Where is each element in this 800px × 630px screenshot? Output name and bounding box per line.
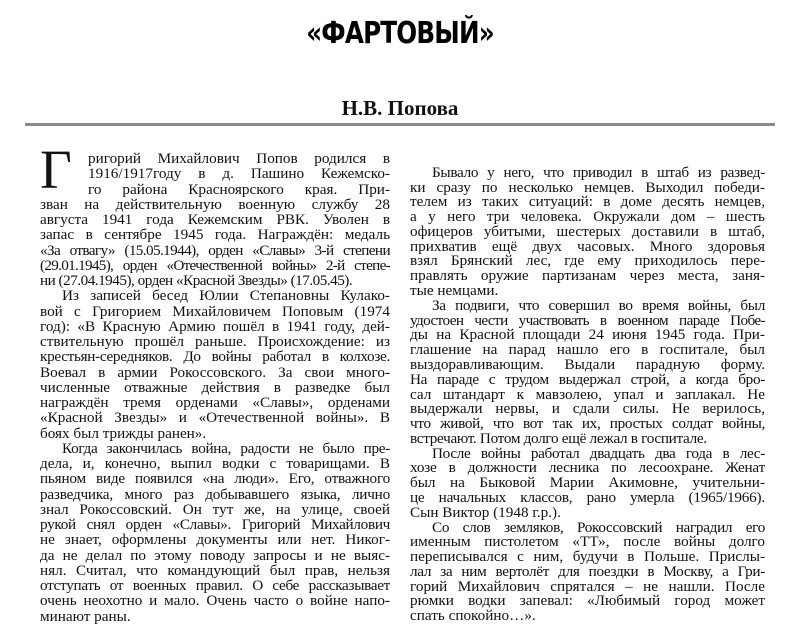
text-line: офицеров убитыми, шестерых доставили в штаб,	[410, 224, 765, 240]
text-line: встречают. Потом долго ещё лежал в госпитале.	[410, 431, 707, 447]
text-line: «Красной Звезды» и «Отечественной войны». В	[40, 410, 390, 426]
text-line	[410, 151, 765, 166]
text-line: знал Рокоссовский. Он тут же, на улице, своей	[40, 501, 390, 517]
text-line: был на Быковой Марии Акимовне, учительни-	[410, 476, 765, 491]
text-line: награждён тремя орденами «Славы», орденами	[40, 395, 390, 411]
text-line: Из записей бесед Юлии Степановны Кулако-	[62, 288, 390, 304]
text-line: зван на действительную военную службу 28	[40, 196, 390, 212]
text-line: рукой снял орден «Славы». Григорий Михайлович	[40, 517, 390, 533]
text-line: рюмки водки запевал: «Любимый город может	[410, 594, 765, 610]
text-line: глашение на парад нашло его в госпитале, был	[410, 343, 765, 358]
text-line: ки сразу по несколько немцев. Выходил победи-	[410, 180, 765, 196]
text-line: Когда закончилась война, радости не было пре-	[62, 440, 390, 456]
text-line: правлять оружие партизанам через места, заня-	[410, 269, 765, 285]
text-line: тые немцами.	[410, 284, 499, 299]
text-line: пьяном виде появился «на люди». Его, отважного	[40, 471, 390, 487]
text-line: отступать от военных правил. О себе рассказывает	[40, 578, 390, 594]
text-line: именным пистолетом «ТТ», после войны долго	[410, 535, 765, 551]
text-line: ды на Красной площади 24 июня 1945 года. При-	[410, 328, 765, 344]
text-line: нял. Считал, что командующий был прав, нельзя	[40, 562, 390, 578]
text-line: а у него три человека. Окружали дом – шесть	[410, 210, 765, 225]
text-line: августа 1941 года Кежемским РВК. Уволен в	[40, 212, 390, 228]
article-author: Н.В. Попова	[341, 96, 459, 120]
text-line: прихватив ещё двух часовых. Много здоровья	[410, 239, 765, 255]
text-line: «За отвагу» (15.05.1944), орден «Славы» 3-й степени	[40, 242, 390, 258]
text-line: год): «В Красную Армию пошёл в 1941 году, дей-	[40, 318, 390, 334]
text-line: Воевал в армии Рокоссовского. За свои много-	[40, 364, 390, 380]
text-line: горий Михайлович спрятался – не нашли. После	[410, 579, 765, 595]
title-divider	[25, 123, 775, 126]
text-line: На параде с трудом выдержал строй, а когда бро-	[410, 372, 765, 388]
text-line: удостоен чести участвовать в военном параде Побе-	[410, 313, 765, 329]
text-line: вой с Григорием Михайловичем Поповым (1974	[40, 303, 390, 319]
text-line: взял Брянский лес, где ему приходилось пере-	[410, 254, 765, 270]
right-column	[410, 151, 765, 624]
text-line: разведчика, много раз добывавшего языка, лично	[40, 486, 390, 502]
text-line: не знает, оформлены документы или нет. Никог-	[40, 532, 390, 548]
text-line: что живой, что вот так их, простых солдат войны,	[410, 417, 765, 432]
text-line: минают раны.	[40, 608, 131, 624]
article-title: «ФАРТОВЫЙ»	[306, 16, 494, 51]
text-line: После войны работал двадцать два года в лес-	[432, 446, 765, 462]
text-line: це начальных классов, рано умерла (1965/1966).	[410, 490, 765, 506]
text-line: Сын Виктор (1948 г.р.).	[410, 505, 561, 521]
left-column	[40, 139, 390, 624]
text-line: выздоравливающим. Выдали парадную форму.	[410, 357, 765, 373]
text-line: ствительную прошёл раньше. Происхождение: из	[40, 334, 390, 350]
text-line: Со слов земляков, Рокоссовский наградил его	[432, 520, 765, 536]
text-line: запас в сентябре 1945 года. Награждён: медаль	[40, 227, 390, 243]
text-line: телем из таких ситуаций: в доме десять немцев,	[410, 195, 765, 211]
text-line: переписывался с ним, будучи в Польше. Прислы-	[410, 550, 765, 565]
text-line: численные отважные действия в разведке был	[40, 379, 390, 395]
drop-cap: Г	[40, 139, 72, 200]
text-line: ригорий Михайлович Попов родился в	[88, 151, 390, 167]
text-line: очень неохотно и мало. Очень часто о войне напо-	[40, 593, 390, 609]
text-line: боях был трижды ранен».	[40, 425, 207, 441]
text-line: крестьян-середняков. До войны работал в колхозе.	[40, 349, 390, 365]
text-line: выдержали нервы, и сдали силы. Не верилось,	[410, 402, 765, 418]
text-line: лал за ним вертолёт для поездки в Москву, а Гри-	[410, 564, 765, 580]
text-line: да не делал по этому поводу запросы и не выяс-	[40, 547, 390, 563]
text-line: За подвиги, что совершил во время войны, был	[432, 298, 765, 314]
text-line: хозе в должности лесника по лесоохране. Женат	[410, 461, 765, 477]
text-line: ни (27.04.1945), орден «Красной Звезды» (17.05.45).	[40, 273, 353, 289]
text-line: (29.01.1945), орден «Отечественной войны» 2-й степе-	[40, 257, 390, 273]
text-line: 1916/1917году в д. Пашино Кежемско-	[88, 166, 390, 182]
text-line: дела, и, конечно, выпил водки с товарищами. В	[40, 456, 390, 472]
text-line: Бывало у него, что приводил в штаб из развед-	[432, 165, 765, 181]
text-line: го района Красноярского края. При-	[88, 181, 390, 197]
text-line: спать спокойно…».	[410, 609, 536, 624]
text-line: сал штандарт к мавзолею, упал и заплакал. Не	[410, 387, 765, 403]
